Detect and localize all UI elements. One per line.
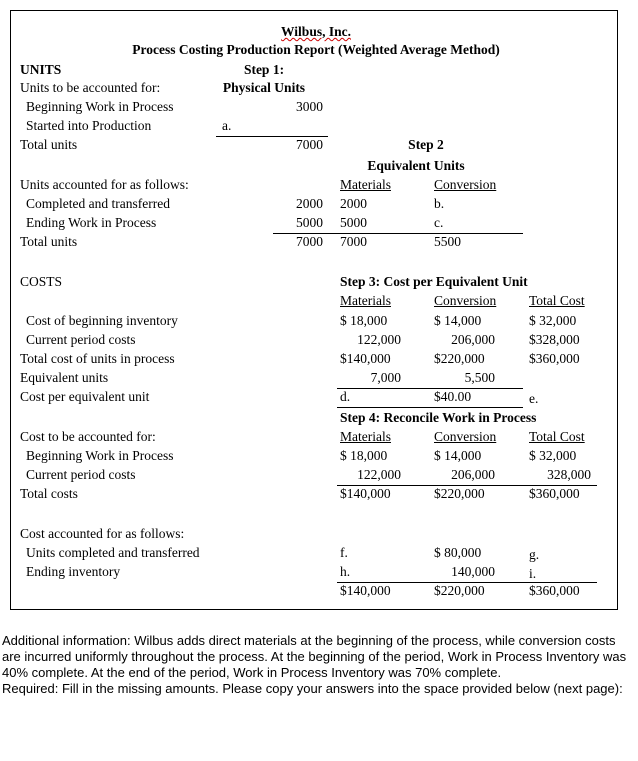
blank-f: f. xyxy=(340,545,348,560)
total-cost-label: Total cost of units in process xyxy=(20,351,175,366)
period-conversion: 206,000 xyxy=(451,467,495,482)
blank-b: b. xyxy=(434,196,445,211)
ending-inv-conversion: 140,000 xyxy=(451,564,495,579)
step3-label: Step 3: Cost per Equivalent Unit xyxy=(340,274,528,289)
cost-col-conversion: Conversion xyxy=(434,293,497,308)
blank-h: h. xyxy=(340,564,351,579)
cost-to-account-label: Cost to be accounted for: xyxy=(20,429,156,444)
ending-inv-label: Ending inventory xyxy=(26,564,121,579)
blank-c: c. xyxy=(434,215,444,230)
period-materials: 122,000 xyxy=(357,467,401,482)
reconcile-col-conversion: Conversion xyxy=(434,429,497,444)
cost-col-materials: Materials xyxy=(340,293,391,308)
total-costs-total: $360,000 xyxy=(529,486,580,501)
additional-info xyxy=(2,633,634,697)
cpeu-label: Cost per equivalent unit xyxy=(20,389,150,404)
reconcile-col-materials: Materials xyxy=(340,429,391,444)
total-units-materials: 7000 xyxy=(340,234,367,249)
eu-materials: 7,000 xyxy=(370,370,401,385)
final-total: $360,000 xyxy=(529,583,580,598)
total-units-2-label: Total units xyxy=(20,234,78,249)
current-cost-materials: 122,000 xyxy=(357,332,401,347)
eu-label: Equivalent units xyxy=(20,370,109,385)
step2-label: Step 2 xyxy=(408,137,444,152)
blank-g: g. xyxy=(529,547,540,562)
reconcile-col-total: Total Cost xyxy=(529,429,585,444)
bwip-conversion: $ 14,000 xyxy=(434,448,482,463)
step1-sub: Physical Units xyxy=(222,80,306,95)
ending-materials: 5000 xyxy=(340,215,367,230)
blank-d: d. xyxy=(340,389,351,404)
completed-label: Completed and transferred xyxy=(26,196,170,211)
bwip-cost-label: Beginning Work in Process xyxy=(26,448,174,463)
period-cost-label: Current period costs xyxy=(26,467,136,482)
current-cost-label: Current period costs xyxy=(26,332,136,347)
report-title: Process Costing Production Report (Weighted Average Method) xyxy=(132,42,500,57)
divider xyxy=(337,407,523,408)
beginning-cost-total: $ 32,000 xyxy=(529,313,577,328)
total-cost-conversion: $220,000 xyxy=(434,351,485,366)
eu-col-conversion: Conversion xyxy=(434,177,497,192)
required-text: Required: Fill in the missing amounts. Please copy your answers into the space provided below (next page): xyxy=(2,681,623,696)
company-name-text: Wilbus, Inc. xyxy=(281,24,351,39)
step1-label: Step 1: xyxy=(243,62,285,77)
additional-information-text: Additional information: Wilbus adds direct materials at the beginning of the process, while conversion costs are incurred uniformly throughout the process. At the beginning of the period, Work in Process Inventory was 40% complete. At the end of the period, Work in Process Inventory was 70% complete. xyxy=(2,633,627,680)
final-conversion: $220,000 xyxy=(434,583,485,598)
transferred-label: Units completed and transferred xyxy=(26,545,200,560)
beginning-wip-label: Beginning Work in Process xyxy=(26,99,174,114)
completed-materials: 2000 xyxy=(340,196,367,211)
total-costs-label: Total costs xyxy=(20,486,78,501)
units-accounted-label: Units accounted for as follows: xyxy=(20,177,189,192)
total-units-physical: 7000 xyxy=(296,234,323,249)
blank-i: i. xyxy=(529,566,537,581)
eu-conversion: 5,500 xyxy=(464,370,495,385)
blank-a: a. xyxy=(222,118,232,133)
beginning-wip-units: 3000 xyxy=(296,99,323,114)
period-total: 328,000 xyxy=(547,467,591,482)
units-to-account-label: Units to be accounted for: xyxy=(20,80,161,95)
bwip-materials: $ 18,000 xyxy=(340,448,388,463)
started-label: Started into Production xyxy=(26,118,152,133)
final-materials: $140,000 xyxy=(340,583,391,598)
beginning-cost-conversion: $ 14,000 xyxy=(434,313,482,328)
total-costs-conversion: $220,000 xyxy=(434,486,485,501)
beginning-cost-label: Cost of beginning inventory xyxy=(26,313,178,328)
transferred-conversion: $ 80,000 xyxy=(434,545,482,560)
eu-col-materials: Materials xyxy=(340,177,391,192)
company-name xyxy=(281,24,351,40)
costs-heading: COSTS xyxy=(20,274,63,289)
production-report xyxy=(10,10,618,610)
completed-physical: 2000 xyxy=(296,196,323,211)
units-heading: UNITS xyxy=(20,62,62,77)
total-units: 7000 xyxy=(296,137,323,152)
beginning-cost-materials: $ 18,000 xyxy=(340,313,388,328)
total-units-conversion: 5500 xyxy=(434,234,461,249)
total-cost-materials: $140,000 xyxy=(340,351,391,366)
ending-wip-label: Ending Work in Process xyxy=(26,215,157,230)
step4-label: Step 4: Reconcile Work in Process xyxy=(340,410,537,425)
blank-e: e. xyxy=(529,391,539,406)
total-cost-total: $360,000 xyxy=(529,351,580,366)
divider xyxy=(337,388,523,389)
current-cost-conversion: 206,000 xyxy=(451,332,495,347)
bwip-total: $ 32,000 xyxy=(529,448,577,463)
cost-col-total: Total Cost xyxy=(529,293,585,308)
ending-physical: 5000 xyxy=(296,215,323,230)
step2-sub: Equivalent Units xyxy=(367,158,465,173)
current-cost-total: $328,000 xyxy=(529,332,580,347)
cost-accounted-label: Cost accounted for as follows: xyxy=(20,526,185,541)
total-costs-materials: $140,000 xyxy=(340,486,391,501)
total-units-label: Total units xyxy=(20,137,78,152)
cpeu-conversion: $40.00 xyxy=(434,389,472,404)
